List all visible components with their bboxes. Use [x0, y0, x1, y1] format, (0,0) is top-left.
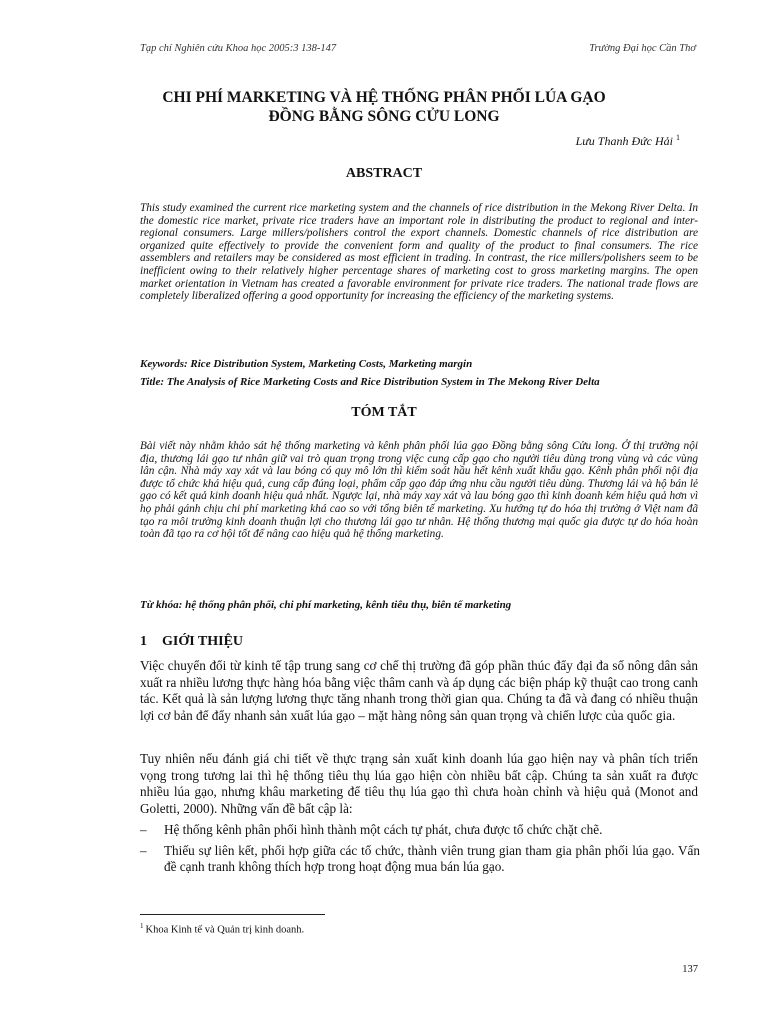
bullet-dash: –: [140, 842, 147, 858]
section-number: 1: [140, 634, 147, 649]
title-line-1: CHI PHÍ MARKETING VÀ HỆ THỐNG PHÂN PHỐI LÚA GẠO: [162, 89, 606, 106]
footnote-mark: 1: [140, 922, 144, 930]
page-number: 137: [682, 964, 698, 975]
footnote-text: Khoa Kinh tế và Quản trị kinh doanh.: [145, 924, 305, 936]
footnote: [140, 922, 304, 936]
abstract-body: This study examined the current rice marketing system and the channels of rice distribution in the Mekong River Delta. In the domestic rice market, private rice traders have an important role in distributing the product to regional and inter-regional consumers. Large millers/polishers control the export channels. Domestic channels of rice distribution are organized quite effectively to provide the convenient form and quality of the product to final consumers. The rice assemblers and retailers may be considered as most efficient in trading. In contrast, the rice millers/polishers seem to be inefficient owing to their relatively higher percentage shares of marketing cost to gross marketing margins. The open market orientation in Vietnam has created a favorable environment for private rice traders. The national trade flows are completely liberalized offering a good opportunity for increasing the efficiency of the marketing systems.: [140, 202, 698, 303]
journal-citation: Tạp chí Nghiên cứu Khoa học 2005:3 138-147: [140, 43, 337, 54]
section-heading: [140, 634, 243, 650]
running-header: [140, 43, 696, 54]
title-line-2: ĐỒNG BẰNG SÔNG CỬU LONG: [268, 108, 500, 125]
footnote-divider: [140, 914, 325, 915]
author-footnote-mark: 1: [676, 133, 680, 142]
abstract-keywords: Keywords: Rice Distribution System, Marketing Costs, Marketing margin: [140, 358, 473, 370]
author-line: [576, 133, 680, 149]
tomtat-heading: TÓM TẮT: [351, 405, 417, 420]
author-name: Lưu Thanh Đức Hải: [575, 134, 673, 148]
bullet-dash: –: [140, 822, 147, 837]
list-item-text: Hệ thống kênh phân phối hình thành một cách tự phát, chưa được tổ chức chặt chẽ.: [164, 822, 603, 837]
english-title: Title: The Analysis of Rice Marketing Costs and Rice Distribution System in The Mekong River Delta: [140, 376, 600, 388]
university-name: Trường Đại học Cần Thơ: [589, 43, 696, 54]
paper-title: [110, 88, 658, 126]
section-title: GIỚI THIỆU: [162, 634, 244, 649]
list-item-text: Thiếu sự liên kết, phối hợp giữa các tổ chức, thành viên trung gian tham gia phân phối lúa gạo. Vấn đề cạnh tranh không thích hợp trong hoạt động mua bán lúa gạo.: [164, 842, 700, 874]
list-item: [140, 822, 700, 839]
tomtat-body: Bài viết này nhằm khảo sát hệ thống marketing và kênh phân phối lúa gạo Đồng bằng sông Cửu long. Ở thị trường nội địa, thương lái gạo tư nhân giữ vai trò quan trọng trong việc cung cấp gạo cho người tiêu dùng trong vùng và các vùng lân cận. Nhà máy xay xát và lau bóng có quy mô lớn thì kiểm soát hầu hết kênh xuất khẩu gạo. Kênh phân phối nội địa được tổ chức khá hiệu quả, cung cấp đúng loại, phẩm cấp gạo đáp ứng nhu cầu người tiêu dùng. Thương lái và hộ bán lẻ gạo có kết quả kinh doanh hiệu quả nhất. Ngược lại, nhà máy xay xát và lau bóng gạo thì kinh doanh kém hiệu quả hơn vì họ phải gánh chịu chi phí marketing khá cao so với tổng biên tế marketing. Xu hướng tự do hóa thị trường ở Việt nam đã tạo ra môi trường kinh doanh thuận lợi cho thương lái gạo tư nhân. Hệ thống thương mại quốc gia được tự do hóa hoàn toàn đã tạo ra cơ hội tốt để nâng cao hiệu quả hệ thống marketing.: [140, 440, 698, 541]
list-item: [140, 843, 700, 876]
intro-paragraph-2: Tuy nhiên nếu đánh giá chi tiết về thực trạng sản xuất kinh doanh lúa gạo hiện nay và phân tích triển vọng trong tương lai thì hệ thống tiêu thụ lúa gạo hiện còn nhiều bất cập. Chúng ta sản xuất ra được nhiều lúa gạo, nhưng khâu marketing để tiêu thụ lúa gạo thì chưa hoàn chỉnh và hiệu quả (Monot and Goletti, 2000). Những vấn đề bất cập là:: [140, 751, 698, 816]
intro-paragraph-1: Việc chuyển đổi từ kinh tế tập trung sang cơ chế thị trường đã góp phần thúc đẩy đại đa số nông dân sản xuất ra nhiều lương thực hàng hóa bằng việc thâm canh và áp dụng các biện pháp kỹ thuật cao trong canh tác. Kết quả là sản lượng lương thực tăng nhanh trong thời gian qua. Chúng ta đã và đang có nhiều thuận lợi cơ bản để đẩy nhanh sản xuất lúa gạo – mặt hàng nông sản quan trọng và chiến lược của quốc gia.: [140, 658, 698, 723]
abstract-heading: ABSTRACT: [345, 166, 423, 181]
issue-list: [140, 822, 700, 880]
tomtat-keywords: Từ khóa: hệ thống phân phối, chi phí marketing, kênh tiêu thụ, biên tế marketing: [140, 599, 512, 611]
